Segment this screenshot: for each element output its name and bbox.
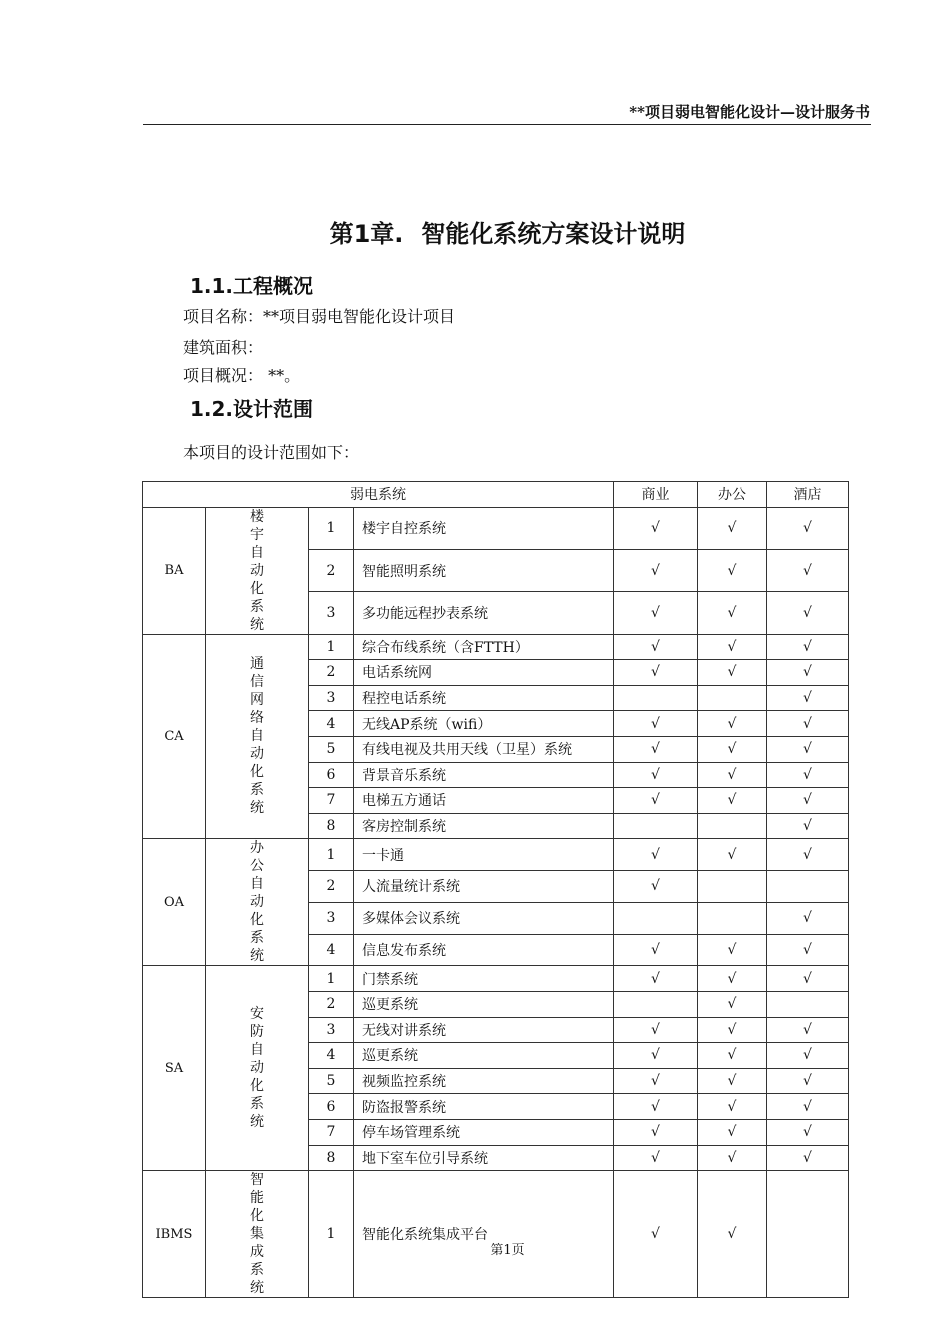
item-name: 防盗报警系统 — [354, 1094, 614, 1120]
section-heading-overview: 1.1.工程概况 — [190, 274, 314, 298]
item-number: 2 — [309, 991, 354, 1017]
check-hotel: √ — [767, 660, 849, 686]
check-hotel: √ — [767, 966, 849, 992]
check-office: √ — [698, 1119, 767, 1145]
item-name: 电话系统网 — [354, 660, 614, 686]
check-office: √ — [698, 934, 767, 966]
item-number: 3 — [309, 1017, 354, 1043]
system-category-name — [206, 634, 309, 839]
item-number: 2 — [309, 549, 354, 591]
item-number: 4 — [309, 711, 354, 737]
check-commercial: √ — [614, 839, 698, 871]
check-commercial: √ — [614, 1171, 698, 1298]
check-commercial: √ — [614, 1119, 698, 1145]
check-office: √ — [698, 736, 767, 762]
category-name-text: 楼宇自动化系统 — [250, 508, 264, 633]
check-hotel: √ — [767, 711, 849, 737]
item-number: 6 — [309, 762, 354, 788]
project-name-line: 项目名称：**项目弱电智能化设计项目 — [183, 307, 456, 326]
check-commercial — [614, 902, 698, 934]
item-name: 信息发布系统 — [354, 934, 614, 966]
check-hotel: √ — [767, 592, 849, 634]
system-category-name — [206, 966, 309, 1171]
check-office: √ — [698, 1094, 767, 1120]
check-hotel: √ — [767, 1119, 849, 1145]
check-office: √ — [698, 1017, 767, 1043]
check-hotel: √ — [767, 1068, 849, 1094]
check-commercial: √ — [614, 634, 698, 660]
check-hotel: √ — [767, 788, 849, 814]
system-code: CA — [143, 634, 206, 839]
check-commercial: √ — [614, 736, 698, 762]
check-commercial — [614, 813, 698, 839]
table-row — [143, 966, 849, 992]
item-name: 楼宇自控系统 — [354, 507, 614, 549]
check-commercial: √ — [614, 549, 698, 591]
system-category-name — [206, 1171, 309, 1298]
header-divider — [143, 124, 871, 125]
item-name: 无线对讲系统 — [354, 1017, 614, 1043]
category-name-text: 安防自动化系统 — [250, 1006, 264, 1131]
item-name: 智能化系统集成平台 — [354, 1171, 614, 1298]
check-office: √ — [698, 839, 767, 871]
item-number: 7 — [309, 788, 354, 814]
item-number: 2 — [309, 660, 354, 686]
item-name: 门禁系统 — [354, 966, 614, 992]
check-office: √ — [698, 1171, 767, 1298]
item-name: 综合布线系统（含FTTH） — [354, 634, 614, 660]
system-code: SA — [143, 966, 206, 1171]
check-office: √ — [698, 1068, 767, 1094]
item-name: 客房控制系统 — [354, 813, 614, 839]
check-commercial: √ — [614, 711, 698, 737]
check-hotel: √ — [767, 634, 849, 660]
check-office: √ — [698, 507, 767, 549]
system-category-name — [206, 507, 309, 634]
chapter-number: 第1章. — [329, 220, 404, 248]
check-hotel — [767, 1171, 849, 1298]
item-number: 7 — [309, 1119, 354, 1145]
chapter-title: 智能化系统方案设计说明 — [421, 220, 686, 248]
item-number: 2 — [309, 871, 354, 903]
chapter-heading — [0, 214, 950, 249]
item-name: 无线AP系统（wifi） — [354, 711, 614, 737]
check-hotel — [767, 991, 849, 1017]
check-commercial: √ — [614, 934, 698, 966]
check-hotel: √ — [767, 736, 849, 762]
check-commercial: √ — [614, 592, 698, 634]
item-name: 巡更系统 — [354, 1043, 614, 1069]
item-name: 视频监控系统 — [354, 1068, 614, 1094]
check-office: √ — [698, 549, 767, 591]
check-hotel: √ — [767, 549, 849, 591]
item-name: 停车场管理系统 — [354, 1119, 614, 1145]
design-scope-table — [142, 481, 849, 1298]
check-office — [698, 685, 767, 711]
check-commercial: √ — [614, 1094, 698, 1120]
check-commercial — [614, 685, 698, 711]
check-commercial: √ — [614, 788, 698, 814]
check-office: √ — [698, 660, 767, 686]
check-hotel: √ — [767, 934, 849, 966]
check-hotel: √ — [767, 685, 849, 711]
item-number: 3 — [309, 902, 354, 934]
check-hotel: √ — [767, 1043, 849, 1069]
check-commercial: √ — [614, 660, 698, 686]
header-system: 弱电系统 — [143, 482, 614, 508]
item-number: 4 — [309, 934, 354, 966]
item-name: 人流量统计系统 — [354, 871, 614, 903]
check-hotel — [767, 871, 849, 903]
check-office: √ — [698, 788, 767, 814]
item-name: 程控电话系统 — [354, 685, 614, 711]
item-name: 地下室车位引导系统 — [354, 1145, 614, 1171]
item-number: 3 — [309, 592, 354, 634]
check-commercial: √ — [614, 1068, 698, 1094]
table-row — [143, 839, 849, 871]
check-office — [698, 902, 767, 934]
check-office: √ — [698, 991, 767, 1017]
check-commercial: √ — [614, 1043, 698, 1069]
check-office: √ — [698, 762, 767, 788]
item-name: 巡更系统 — [354, 991, 614, 1017]
check-hotel: √ — [767, 1017, 849, 1043]
table-row — [143, 1171, 849, 1298]
project-overview-line: 项目概况： **。 — [183, 366, 301, 385]
check-commercial: √ — [614, 1017, 698, 1043]
item-number: 8 — [309, 813, 354, 839]
design-scope-table-body — [143, 482, 849, 1298]
header-hotel: 酒店 — [767, 482, 849, 508]
item-number: 1 — [309, 634, 354, 660]
item-name: 背景音乐系统 — [354, 762, 614, 788]
check-commercial: √ — [614, 1145, 698, 1171]
system-code: OA — [143, 839, 206, 966]
building-area-line: 建筑面积： — [183, 338, 264, 357]
check-hotel: √ — [767, 1094, 849, 1120]
check-hotel: √ — [767, 762, 849, 788]
check-office: √ — [698, 711, 767, 737]
system-code: IBMS — [143, 1171, 206, 1298]
check-hotel: √ — [767, 813, 849, 839]
check-hotel: √ — [767, 839, 849, 871]
item-number: 1 — [309, 1171, 354, 1298]
item-name: 多功能远程抄表系统 — [354, 592, 614, 634]
section-heading-scope: 1.2.设计范围 — [190, 397, 314, 421]
item-number: 8 — [309, 1145, 354, 1171]
item-name: 有线电视及共用天线（卫星）系统 — [354, 736, 614, 762]
check-commercial — [614, 991, 698, 1017]
item-number: 5 — [309, 736, 354, 762]
category-name-text: 智能化集成系统 — [250, 1172, 264, 1297]
item-number: 3 — [309, 685, 354, 711]
item-number: 1 — [309, 507, 354, 549]
item-name: 电梯五方通话 — [354, 788, 614, 814]
header-commercial: 商业 — [614, 482, 698, 508]
check-commercial: √ — [614, 966, 698, 992]
item-number: 1 — [309, 839, 354, 871]
header-office: 办公 — [698, 482, 767, 508]
check-commercial: √ — [614, 871, 698, 903]
page-number: 第1页 — [490, 1243, 525, 1258]
check-commercial: √ — [614, 762, 698, 788]
check-commercial: √ — [614, 507, 698, 549]
check-hotel: √ — [767, 507, 849, 549]
item-number: 5 — [309, 1068, 354, 1094]
item-number: 4 — [309, 1043, 354, 1069]
item-number: 6 — [309, 1094, 354, 1120]
check-office — [698, 813, 767, 839]
category-name-text: 办公自动化系统 — [250, 840, 264, 965]
item-name: 一卡通 — [354, 839, 614, 871]
check-office: √ — [698, 1145, 767, 1171]
item-name: 智能照明系统 — [354, 549, 614, 591]
system-code: BA — [143, 507, 206, 634]
check-hotel: √ — [767, 902, 849, 934]
header-title: **项目弱电智能化设计—设计服务书 — [629, 103, 870, 121]
check-office — [698, 871, 767, 903]
check-office: √ — [698, 1043, 767, 1069]
category-name-text: 通信网络自动化系统 — [250, 656, 264, 817]
check-office: √ — [698, 966, 767, 992]
table-row — [143, 634, 849, 660]
table-header-row — [143, 482, 849, 508]
system-category-name — [206, 839, 309, 966]
scope-intro: 本项目的设计范围如下： — [183, 443, 360, 462]
check-office: √ — [698, 592, 767, 634]
item-name: 多媒体会议系统 — [354, 902, 614, 934]
table-row — [143, 507, 849, 549]
check-office: √ — [698, 634, 767, 660]
item-number: 1 — [309, 966, 354, 992]
check-hotel: √ — [767, 1145, 849, 1171]
